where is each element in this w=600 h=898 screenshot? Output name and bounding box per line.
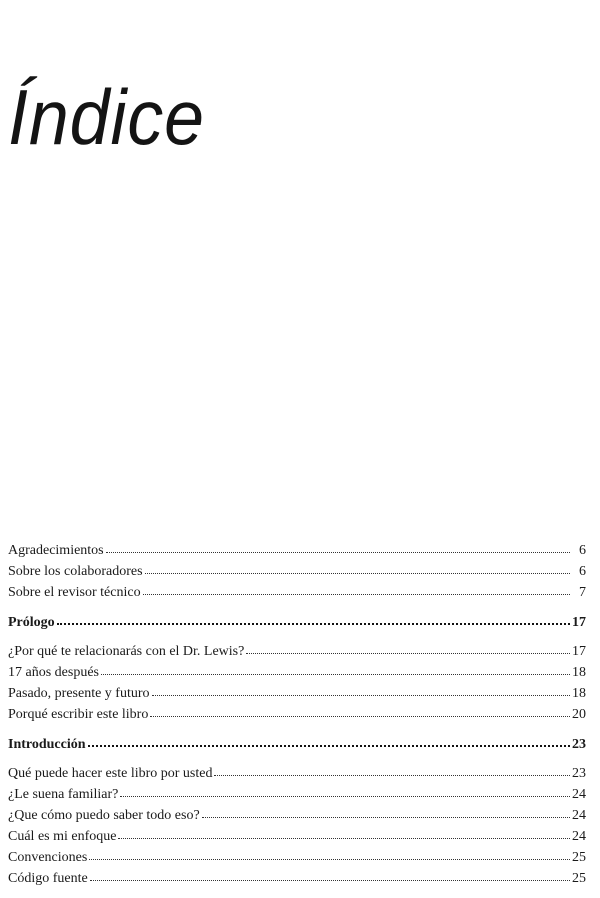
section-prologo [8,611,586,725]
toc-entry[interactable] [8,763,586,784]
toc-entry-page: 18 [572,686,586,701]
toc-entry-label: Código fuente [8,871,88,886]
toc-entry[interactable] [8,704,586,725]
toc-entry-page: 24 [572,787,586,802]
toc-entry-page: 20 [572,707,586,722]
toc-entry[interactable] [8,805,586,826]
toc-entry-page: 23 [572,766,586,781]
toc-entry[interactable] [8,582,586,603]
toc-entry-label: ¿Que cómo puedo saber todo eso? [8,808,200,823]
dot-leader [246,643,570,655]
toc-entry-label: Sobre el revisor técnico [8,585,141,600]
toc-entry-page: 6 [579,564,586,579]
dot-leader [118,828,570,840]
dot-leader [214,765,570,777]
toc-entry-label: Sobre los colaboradores [8,564,143,579]
toc-entry-label: Agradecimientos [8,543,104,558]
toc-entry-page: 6 [579,543,586,558]
toc-section-heading[interactable] [8,733,586,756]
toc-entry-label: Qué puede hacer este libro por usted [8,766,213,781]
toc-entry-label: Pasado, presente y futuro [8,686,150,701]
front-matter-list [8,540,586,603]
toc-heading-label: Prólogo [8,615,55,630]
dot-leader [152,685,570,697]
toc-entry-page: 24 [572,829,586,844]
toc-entry-page: 25 [572,850,586,865]
toc-entry[interactable] [8,868,586,889]
dot-leader [101,664,570,676]
toc-heading-label: Introducción [8,737,86,752]
toc-entry-page: 7 [579,585,586,600]
dot-leader [120,786,570,798]
toc-entry[interactable] [8,662,586,683]
toc-entry[interactable] [8,641,586,662]
table-of-contents [8,540,586,889]
toc-entry-label: Porqué escribir este libro [8,707,149,722]
dot-leader [90,870,570,882]
toc-entry[interactable] [8,540,586,561]
toc-entry[interactable] [8,826,586,847]
section-introduccion [8,733,586,889]
toc-entry[interactable] [8,847,586,868]
dot-leader [89,849,570,861]
toc-entry-label: Cuál es mi enfoque [8,829,117,844]
toc-entry-page: 18 [572,665,586,680]
toc-entry-label: ¿Le suena familiar? [8,787,119,802]
page-title: Índice [8,73,206,162]
toc-heading-page: 17 [572,615,586,630]
toc-entry-label: 17 años después [8,665,99,680]
toc-heading-page: 23 [572,737,586,752]
toc-entry[interactable] [8,683,586,704]
toc-entry-page: 25 [572,871,586,886]
toc-entry[interactable] [8,561,586,582]
dot-leader [143,584,570,596]
toc-entry-label: Convenciones [8,850,88,865]
toc-entry-page: 24 [572,808,586,823]
dot-leader [145,563,570,575]
dot-leader [150,706,570,718]
dot-leader [57,614,570,626]
toc-section-heading[interactable] [8,611,586,634]
toc-entry[interactable] [8,784,586,805]
toc-entry-label: ¿Por qué te relacionarás con el Dr. Lewis? [8,644,245,659]
dot-leader [88,736,570,748]
dot-leader [202,807,570,819]
toc-entry-page: 17 [572,644,586,659]
dot-leader [106,542,570,554]
